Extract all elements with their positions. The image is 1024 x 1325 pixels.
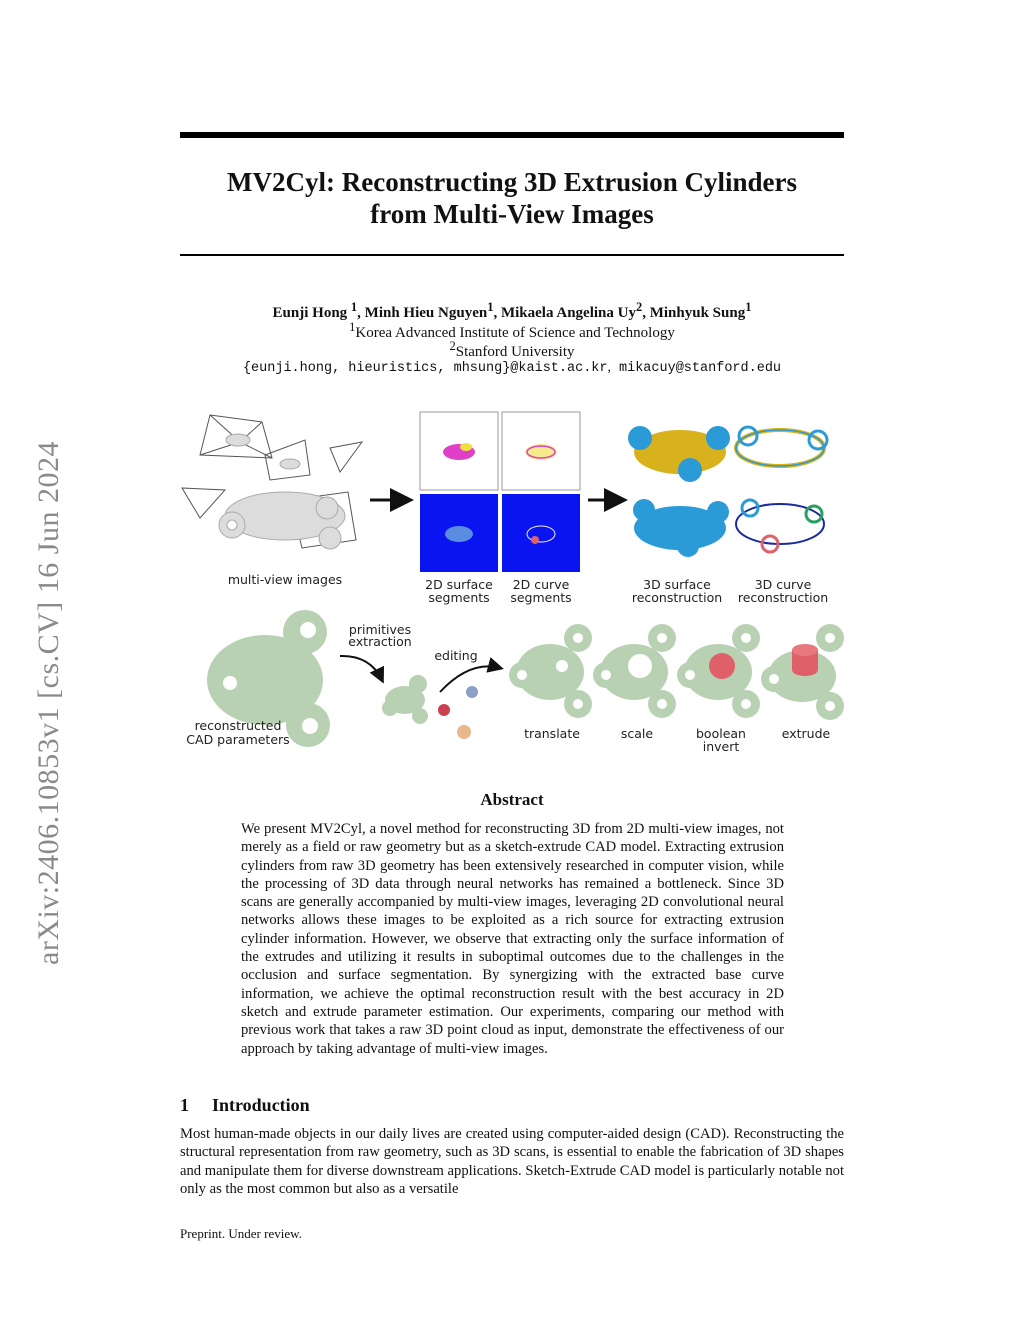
author-emails bbox=[180, 359, 844, 376]
email-kaist[interactable]: {eunji.hong, hieuristics, mhsung}@kaist.ac.kr bbox=[242, 361, 608, 376]
author-affil-mark: 2 bbox=[635, 300, 643, 314]
label-translate: translate bbox=[524, 726, 580, 741]
label-boolean-1: boolean bbox=[696, 726, 746, 741]
label-multiview: multi-view images bbox=[227, 572, 343, 587]
segments-2d bbox=[420, 412, 580, 572]
abstract-text: We present MV2Cyl, a novel method for reconstructing 3D from 2D multi-view images, not merely as a field or raw geometry but as a sketch-extrude CAD model. Extracting extrusion cylinders from raw 3D geometry has been extensively researched in computer vision, while the processing of 3D data through neural networks has remained a bottleneck. Since 3D scans are generally accompanied by multi-view images, leveraging 2D convolutional neural networks allows these images to be exploited as a rich source for extracting extrusion cylinder information. However, we observe that extracting only the surface information of the extrudes and utilizing it results in suboptimal outcomes due to the challenges in the occlusion and surface segmentation. By synergizing with the extracted base curve information, we achieve the optimal reconstruction result with the best accuracy in 2D sketch and extrude parameter estimation. Our experiments, comparing our method with previous work that takes a raw 3D point cloud as input, demonstrate the effectiveness of our approach by taking advantage of multi-view images. bbox=[241, 821, 784, 1057]
author-name: Minh Hieu Nguyen bbox=[364, 305, 488, 321]
label-surface2d-1: 2D surface bbox=[425, 577, 493, 592]
section-heading bbox=[180, 1095, 310, 1116]
spinner-hole bbox=[227, 520, 237, 530]
title-rule-top bbox=[180, 132, 844, 138]
camera-frustum bbox=[330, 442, 362, 472]
label-editing: editing bbox=[434, 648, 478, 663]
edit-boolean-invert bbox=[677, 624, 760, 718]
section-title: Introduction bbox=[212, 1095, 310, 1115]
edit-translate bbox=[509, 624, 592, 718]
affiliation-mark: 1 bbox=[349, 320, 356, 334]
affiliation-mark: 2 bbox=[449, 339, 456, 353]
extracted-primitives bbox=[382, 675, 478, 739]
label-surface3d-2: reconstruction bbox=[631, 590, 723, 605]
label-cad-1: reconstructed bbox=[194, 718, 282, 733]
label-surface2d-2: segments bbox=[428, 590, 490, 605]
section-number: 1 bbox=[180, 1095, 189, 1115]
reconstructions-3d bbox=[628, 426, 827, 557]
intro-paragraph: Most human-made objects in our daily lives are created using computer-aided design (CAD). Reconstructing the structural representation from raw geometry, such as 3D scans, is essential to enable the fabrication of 3D shapes and manipulate them for diverse downstream applications. Sketch-Extrude CAD model is particularly notable not only as the most common but also as a versatile bbox=[180, 1126, 844, 1197]
edit-extrude bbox=[761, 624, 844, 720]
author-affil-mark: 1 bbox=[487, 300, 494, 314]
affiliation-2 bbox=[180, 339, 844, 361]
label-curve2d-2: segments bbox=[510, 590, 572, 605]
label-scale: scale bbox=[620, 726, 654, 741]
title-line-2: from Multi-View Images bbox=[370, 199, 654, 229]
label-primitives-1: primitives bbox=[348, 622, 412, 637]
author-name: Eunji Hong bbox=[272, 305, 348, 321]
label-surface3d-1: 3D surface bbox=[643, 577, 711, 592]
footer-note: Preprint. Under review. bbox=[180, 1226, 302, 1241]
label-curve3d-2: reconstruction bbox=[737, 590, 829, 605]
label-curve2d-1: 2D curve bbox=[512, 577, 570, 592]
author-affil-mark: 1 bbox=[350, 300, 358, 314]
teaser-figure bbox=[170, 400, 860, 770]
camera-frustum bbox=[182, 488, 225, 518]
author-name: Minhyuk Sung bbox=[649, 305, 746, 321]
author-name: Mikaela Angelina Uy bbox=[500, 305, 636, 321]
label-primitives-2: extraction bbox=[348, 634, 412, 649]
multiview-images bbox=[182, 415, 362, 549]
title-rule-bottom bbox=[180, 254, 844, 256]
arrow-icon bbox=[340, 656, 382, 680]
label-boolean-2: invert bbox=[702, 739, 740, 754]
abstract-heading: Abstract bbox=[480, 790, 544, 809]
email-stanford[interactable]: mikacuy@stanford.edu bbox=[619, 361, 782, 376]
affiliation-name: Stanford University bbox=[455, 344, 575, 360]
title-line-1: MV2Cyl: Reconstructing 3D Extrusion Cylinders bbox=[227, 167, 797, 197]
label-curve3d-1: 3D curve bbox=[754, 577, 812, 592]
label-cad-2: CAD parameters bbox=[186, 732, 290, 747]
email-separator: , bbox=[607, 359, 611, 374]
edit-scale bbox=[593, 624, 676, 718]
arxiv-stamp: arXiv:2406.10853v1 [cs.CV] 16 Jun 2024 bbox=[32, 441, 65, 965]
paper-title bbox=[180, 166, 844, 230]
affiliation-name: Korea Advanced Institute of Science and Technology bbox=[355, 325, 675, 341]
author-affil-mark: 1 bbox=[745, 300, 752, 314]
author-list: Eunji Hong $^1$, Minh Hieu Nguyen$^1$, Mikaela Angelina Uy$^2$, Minhyuk Sung$^1$ bbox=[272, 300, 752, 321]
label-extrude: extrude bbox=[781, 726, 831, 741]
